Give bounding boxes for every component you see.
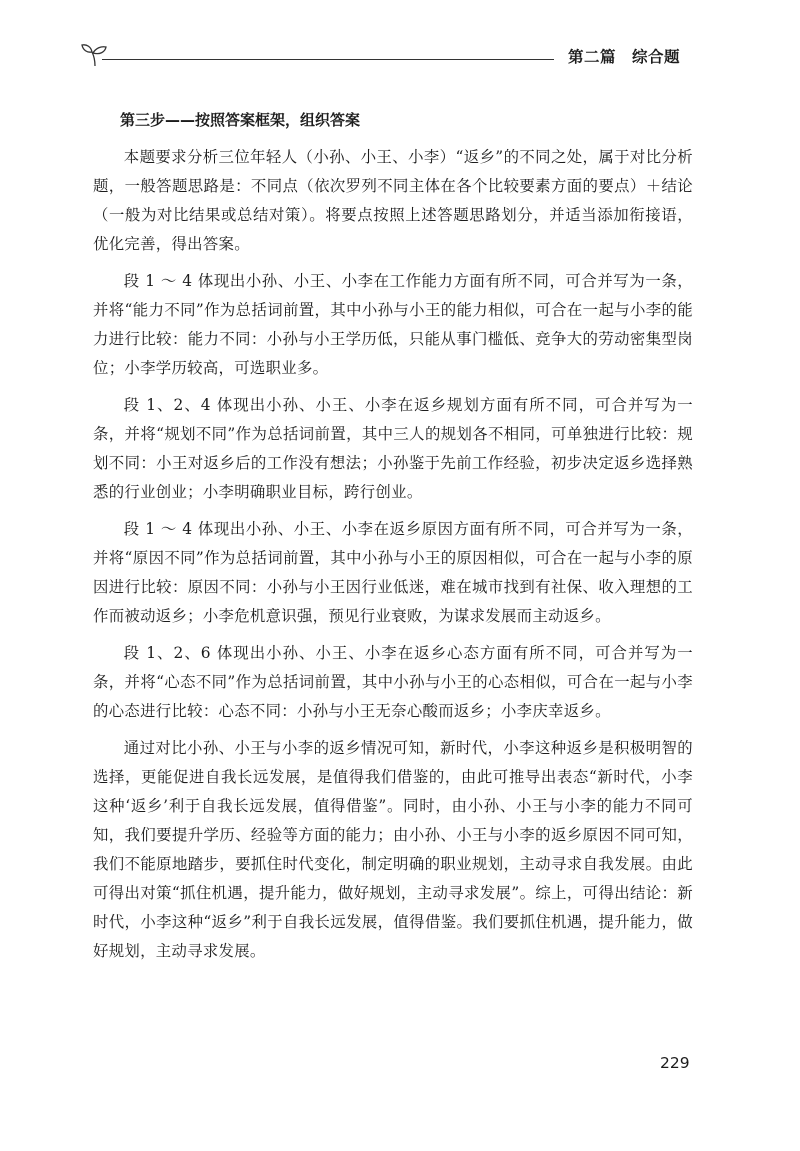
paragraph-ability: 段 1 ～ 4 体现出小孙、小王、小李在工作能力方面有所不同，可合并写为一条，并将“能力不同”作为总括词前置，其中小孙与小王的能力相似，可合在一起与小李的能力进行比较：能力不同：小孙与小王学历低，只能从事门槛低、竞争大的劳动密集型岗位；小李学历较高，可选职业多。 (93, 272, 693, 377)
running-header (78, 36, 698, 76)
paragraph-intro: 本题要求分析三位年轻人（小孙、小王、小李）“返乡”的不同之处，属于对比分析题，一般答题思路是：不同点（依次罗列不同主体在各个比较要素方面的要点）＋结论（一般为对比结果或总结对策）。将要点按照上述答题思路划分，并适当添加衔接语，优化完善，得出答案。 (93, 148, 693, 253)
page-number: 229 (660, 1054, 690, 1072)
chapter-title: 第二篇 综合题 (567, 48, 680, 66)
paragraph-conclusion: 通过对比小孙、小王与小李的返乡情况可知，新时代，小李这种返乡是积极明智的选择，更能促进自我长远发展，是值得我们借鉴的，由此可推导出表态“新时代，小李这种‘返乡’利于自我长远发展，值得借鉴”。同时，由小孙、小王与小李的能力不同可知，我们要提升学历、经验等方面的能力；由小孙、小王与小李的返乡原因不同可知，我们不能原地踏步，要抓住时代变化，制定明确的职业规划，主动寻求自我发展。由此可得出对策“抓住机遇，提升能力，做好规划，主动寻求发展”。综上，可得出结论：新时代，小李这种“返乡”利于自我长远发展，值得借鉴。我们要抓住机遇，提升能力，做好规划，主动寻求发展。 (93, 739, 693, 960)
paragraph-plan: 段 1、2、4 体现出小孙、小王、小李在返乡规划方面有所不同，可合并写为一条，并将“规划不同”作为总括词前置，其中三人的规划各不相同，可单独进行比较：规划不同：小王对返乡后的工作没有想法；小孙鉴于先前工作经验，初步决定返乡选择熟悉的行业创业；小李明确职业目标，跨行创业。 (93, 396, 693, 501)
step-heading: 第三步——按照答案框架，组织答案 (120, 111, 361, 129)
sprout-icon (78, 36, 112, 70)
page-body (93, 106, 693, 974)
paragraph-mindset: 段 1、2、6 体现出小孙、小王、小李在返乡心态方面有所不同，可合并写为一条，并将“心态不同”作为总括词前置，其中小孙与小王的心态相似，可合在一起与小李的心态进行比较：心态不同：小孙与小王无奈心酸而返乡；小李庆幸返乡。 (93, 644, 693, 720)
paragraph-reason: 段 1 ～ 4 体现出小孙、小王、小李在返乡原因方面有所不同，可合并写为一条，并将“原因不同”作为总括词前置，其中小孙与小王的原因相似，可合在一起与小李的原因进行比较：原因不同：小孙与小王因行业低迷，难在城市找到有社保、收入理想的工作而被动返乡；小李危机意识强，预见行业衰败，为谋求发展而主动返乡。 (93, 520, 693, 625)
header-rule (102, 59, 554, 60)
